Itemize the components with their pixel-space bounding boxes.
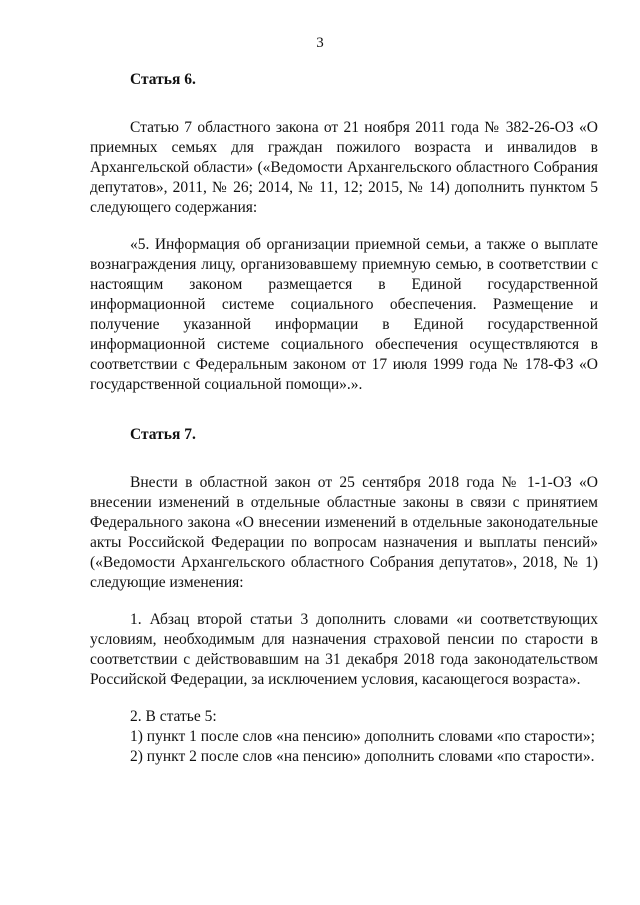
page-number: 3 [316,35,324,51]
article-6-paragraph-1: Статью 7 областного закона от 21 ноября 2011 года № 382-26-ОЗ «О приемных семьях для граждан пожилого возраста и инвалидов в Архангельской области» («Ведомости Архангельского областного Собрания депутатов», 2011, № 26; 2014, № 11, 12; 2015, № 14) дополнить пунктом 5 следующего содержания: [90,119,598,216]
article-7-item-2-title: 2. В статье 5: [130,708,217,725]
document-body [90,70,598,767]
article-7-paragraph-1: Внести в областной закон от 25 сентября 2018 года № 1-1-ОЗ «О внесении изменений в отдельные областные законы в связи с принятием Федерального закона «О внесении изменений в отдельные законодательные акты Российской Федерации по вопросам назначения и выплаты пенсий» («Ведомости Архангельского областного Собрания депутатов», 2018, № 1) следующие изменения: [90,474,598,591]
article-7-item-1: 1. Абзац второй статьи 3 дополнить словами «и соответствующих условиям, необходимым для назначения страховой пенсии по старости в соответствии с действовавшим на 31 декабря 2018 года законодательством Российской Федерации, за исключением условия, касающегося возраста». [90,611,598,688]
article-6-paragraph-2: «5. Информация об организации приемной семьи, а также о выплате вознаграждения лицу, организовавшему приемную семью, в соответствии с настоящим законом размещается в Единой государственной информационной системе социального обеспечения. Размещение и получение указанной информации в Единой государственной информационной системе социального обеспечения осуществляются в соответствии с Федеральным законом от 17 июля 1999 года № 178-ФЗ «О государственной социальной помощи».». [90,236,598,393]
article-6-heading: Статья 6. [130,71,196,88]
article-7-item-2-subitem-2: 2) пункт 2 после слов «на пенсию» дополнить словами «по старости». [130,748,595,765]
article-7-heading: Статья 7. [130,426,196,443]
article-7-item-2-subitem-1: 1) пункт 1 после слов «на пенсию» дополнить словами «по старости»; [130,728,595,745]
